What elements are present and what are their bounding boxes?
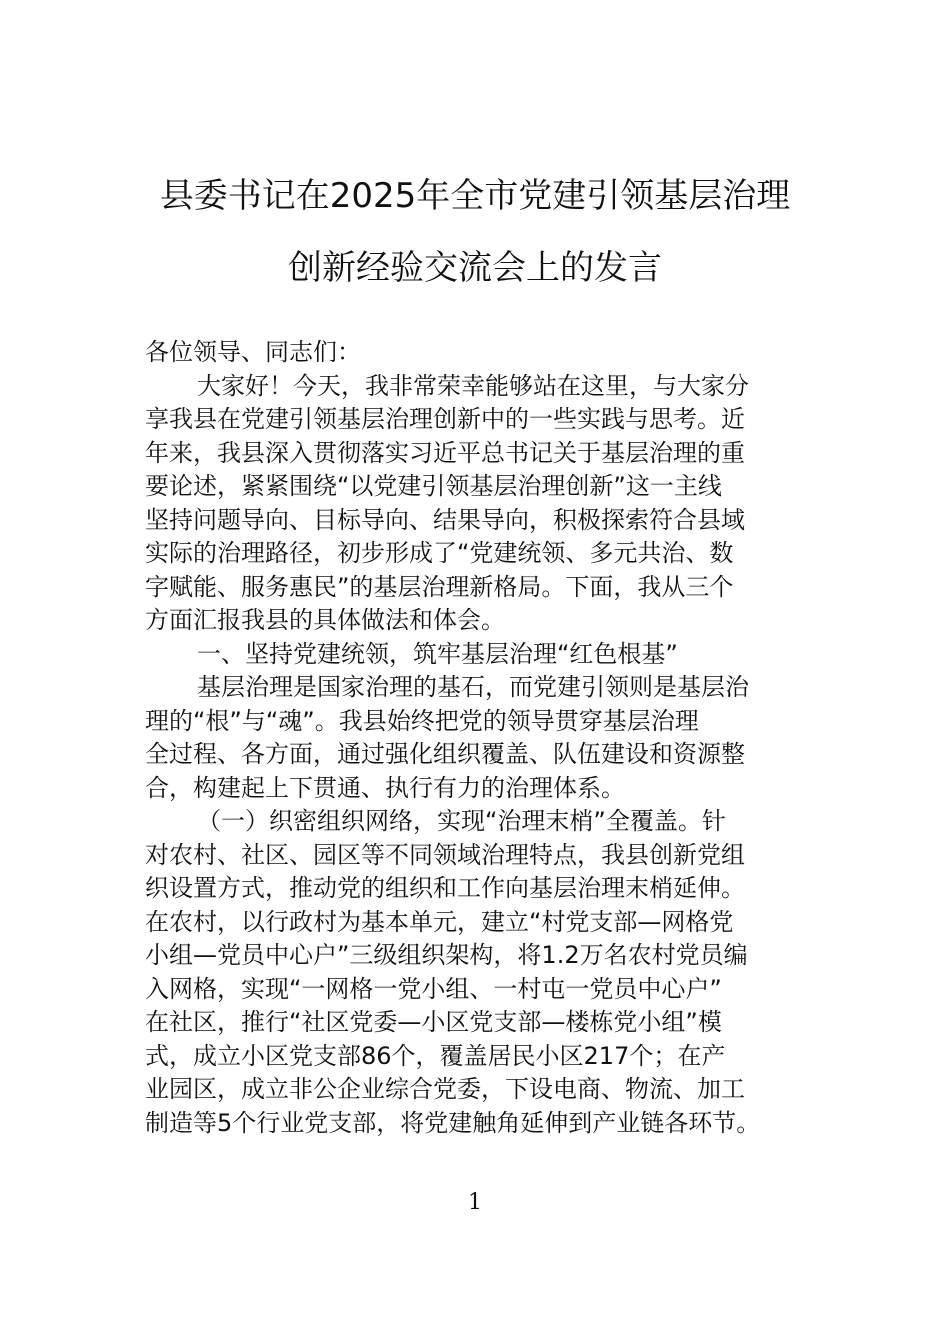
paragraph-line: 对农村、社区、园区等不同领域治理特点，我县创新党组 [145,840,745,869]
section-heading: 一、坚持党建统领，筑牢基层治理“红色根基” [197,639,678,668]
paragraph-line: （一）织密组织网络，实现“治理末梢”全覆盖。针 [197,807,726,835]
paragraph-line: 制造等5个行业党支部，将党建触角延伸到产业链各环节。 [145,1108,761,1137]
paragraph-line: 理的“根”与“魂”。我县始终把党的领导贯穿基层治理 [145,706,699,735]
paragraph-line: 字赋能、服务惠民”的基层治理新格局。下面，我从三个 [145,572,734,601]
document-title-line-1: 县委书记在2025年全市党建引领基层治理 [159,176,791,216]
paragraph-line: 在农村，以行政村为基本单元，建立“村党支部—网格党 [145,907,734,936]
paragraph-line: 年来，我县深入贯彻落实习近平总书记关于基层治理的重 [145,438,745,467]
paragraph-line: 合，构建起上下贯通、执行有力的治理体系。 [145,773,625,802]
salutation: 各位领导、同志们： [145,338,361,366]
paragraph-line: 坚持问题导向、目标导向、结果导向，积极探索符合县域 [145,505,745,534]
paragraph-line: 入网格，实现“一网格一党小组、一村屯一党员中心户” [145,974,722,1003]
paragraph-line: 小组—党员中心户”三级组织架构，将1.2万名农村党员编 [145,941,748,969]
document-body [145,336,815,1140]
paragraph-line: 业园区，成立非公企业综合党委，下设电商、物流、加工 [145,1075,745,1103]
document-title-line-2: 创新经验交流会上的发言 [288,248,662,288]
paragraph-line: 在社区，推行“社区党委—小区党支部—楼栋党小组”模 [145,1008,722,1036]
paragraph-line: 享我县在党建引领基层治理创新中的一些实践与思考。近 [145,405,745,433]
paragraph-line: 要论述，紧紧围绕“以党建引领基层治理创新”这一主线 [145,472,722,500]
page-number: 1 [468,1190,482,1215]
paragraph-line: 大家好！今天，我非常荣幸能够站在这里，与大家分 [197,371,749,400]
paragraph-line: 方面汇报我县的具体做法和体会。 [145,606,505,634]
paragraph-line: 式，成立小区党支部86个，覆盖居民小区217个；在产 [145,1041,726,1070]
paragraph-line: 基层治理是国家治理的基石，而党建引领则是基层治 [197,673,749,701]
paragraph-line: 全过程、各方面，通过强化组织覆盖、队伍建设和资源整 [145,740,745,768]
paragraph-line: 实际的治理路径，初步形成了“党建统领、多元共治、数 [145,539,734,567]
paragraph-line: 织设置方式，推动党的组织和工作向基层治理末梢延伸。 [145,874,745,902]
